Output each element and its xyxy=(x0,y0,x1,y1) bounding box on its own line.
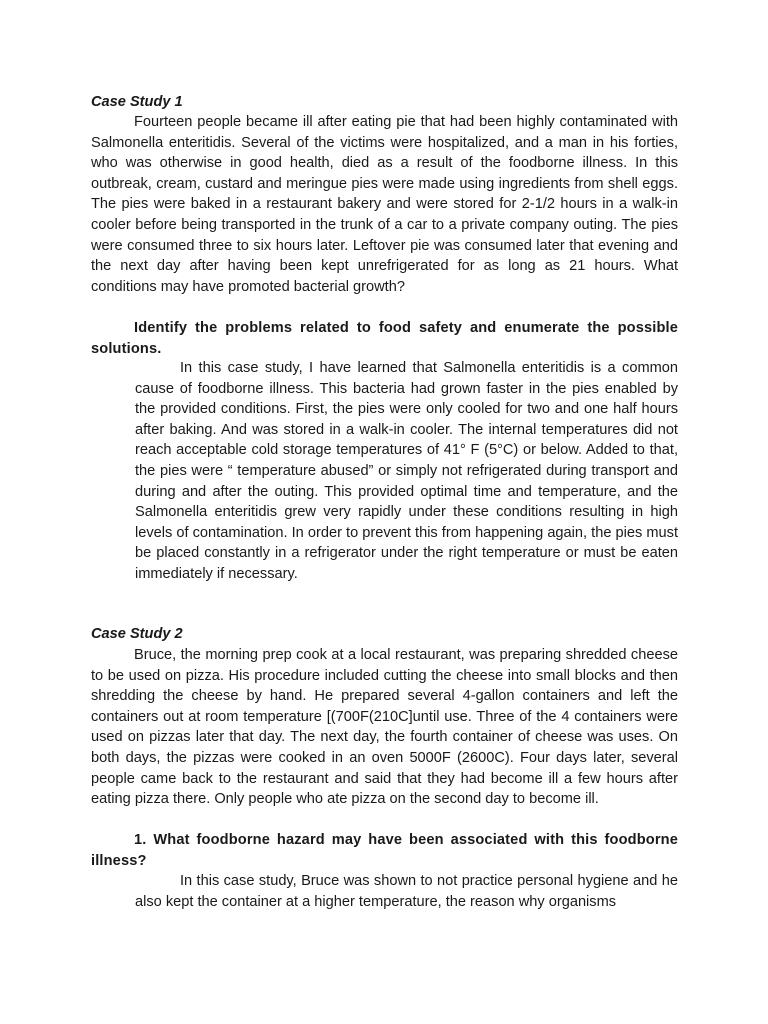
case-study-2-question: 1. What foodborne hazard may have been associated with this foodborne illness? xyxy=(91,832,678,869)
case-study-2-answer: In this case study, Bruce was shown to not practice personal hygiene and he also kept the container at a higher temperature, the reason why organisms xyxy=(135,873,678,910)
case-study-1-question: Identify the problems related to food safety and enumerate the possible solutions. xyxy=(91,320,678,357)
case-study-1-answer: In this case study, I have learned that Salmonella enteritidis is a common cause of foodborne illness. This bacteria had grown faster in the pies enabled by the provided conditions. First, the pies were only cooled for two and one half hours after baking. And was stored in a walk-in cooler. The internal temperatures did not reach acceptable cold storage temperatures of 41° F (5°C) or below. Added to that, the pies were “ temperature abused” or simply not refrigerated during transport and during and after the outing. This provided optimal time and temperature, and the Salmonella enteritidis grew very rapidly under these conditions resulting in high levels of contamination. In order to prevent this from happening again, the pies must be placed constantly in a refrigerator under the right temperature or must be eaten immediately if necessary. xyxy=(135,360,678,582)
case-study-1-scenario: Fourteen people became ill after eating pie that had been highly contaminated with Salmonella enteritidis. Several of the victims were hospitalized, and a man in his forties, who was otherwise in good health, died as a result of the foodborne illness. In this outbreak, cream, custard and meringue pies were made using ingredients from shell eggs. The pies were baked in a restaurant bakery and were stored for 2-1/2 hours in a walk-in cooler before being transported in the trunk of a car to a private company outing. The pies were consumed three to six hours later. Leftover pie was consumed later that evening and the next day after having been kept unrefrigerated for as long as 21 hours. What conditions may have promoted bacterial growth? xyxy=(91,114,678,295)
case-study-1-heading: Case Study 1 xyxy=(91,94,183,110)
case-study-2-heading: Case Study 2 xyxy=(91,626,183,642)
case-study-2-scenario: Bruce, the morning prep cook at a local restaurant, was preparing shredded cheese to be used on pizza. His procedure included cutting the cheese into small blocks and then shredding the cheese by hand. He prepared several 4-gallon containers and left the containers out at room temperature [(700F(210C]until use. Three of the 4 containers were used on pizzas later that day. The next day, the fourth container of cheese was uses. On both days, the pizzas were cooked in an oven 5000F (2600C). Four days later, several people came back to the restaurant and said that they had become ill a few hours after eating pizza there. Only people who ate pizza on the second day to become ill. xyxy=(91,647,678,808)
